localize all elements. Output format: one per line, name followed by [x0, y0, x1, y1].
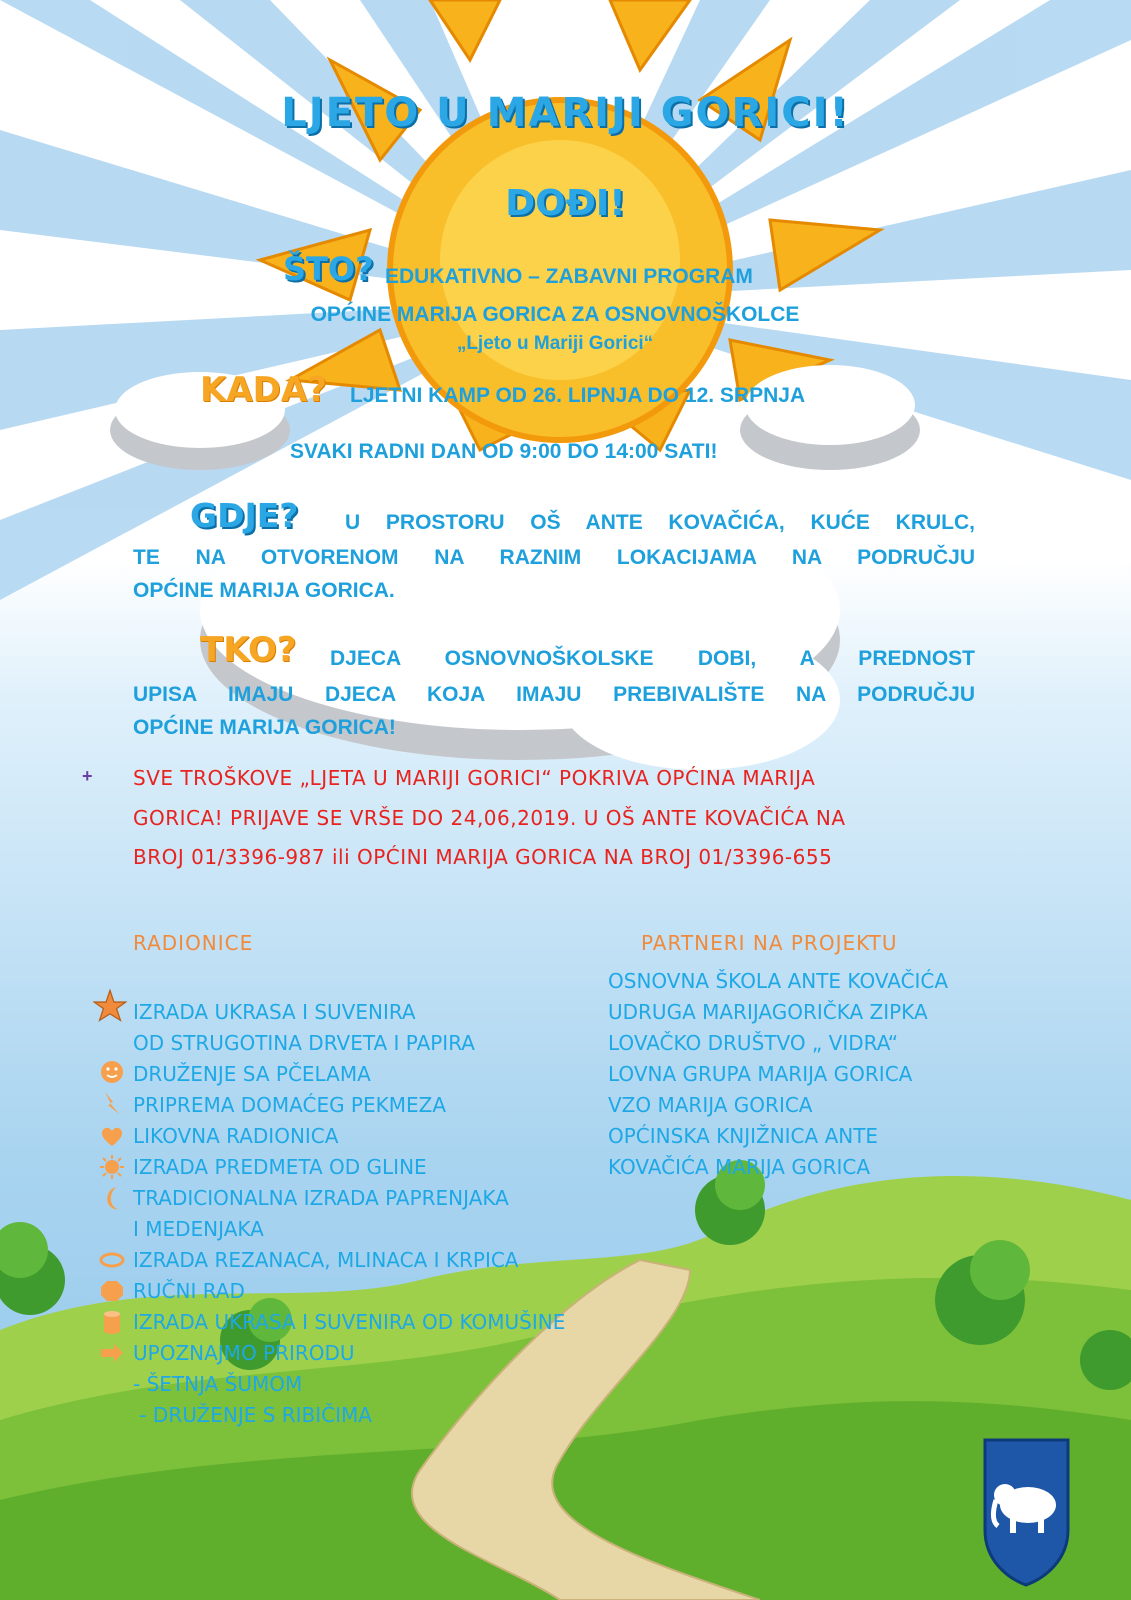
workshops-heading: RADIONICE: [133, 931, 254, 955]
list-item: LOVNA GRUPA MARIJA GORICA: [608, 1062, 913, 1086]
list-item: IZRADA UKRASA I SUVENIRA: [133, 997, 603, 1028]
list-item: LOVAČKO DRUŠTVO „ VIDRA“: [608, 1031, 899, 1055]
who-label: TKO?: [200, 630, 297, 670]
list-item: VZO MARIJA GORICA: [608, 1093, 813, 1117]
cloud-right: [740, 365, 920, 470]
arrow-right-icon: [99, 1340, 125, 1366]
cylinder-icon: [99, 1309, 125, 1335]
moon-icon: [99, 1185, 125, 1211]
list-item: TRADICIONALNA IZRADA PAPRENJAKA: [133, 1183, 603, 1214]
page-title: LJETO U MARIJI GORICI!: [281, 90, 850, 136]
lightning-icon: [99, 1090, 125, 1116]
where-label: GDJE?: [190, 496, 299, 535]
notice-line-3: BROJ 01/3396-987 ili OPĆINI MARIJA GORICA NA BROJ 01/3396-655: [133, 845, 833, 869]
who-line-3: OPĆINE MARIJA GORICA!: [133, 716, 396, 739]
list-item: OSNOVNA ŠKOLA ANTE KOVAČIĆA: [608, 969, 949, 993]
where-line-2: TE NA OTVORENOM NA RAZNIM LOKACIJAMA NA PODRUČJU: [133, 546, 975, 569]
list-item: UPOZNAJMO PRIRODU: [133, 1338, 603, 1369]
list-item: UDRUGA MARIJAGORIČKA ZIPKA: [608, 1000, 928, 1024]
when-line-1: LJETNI KAMP OD 26. LIPNJA DO 12. SRPNJA: [350, 384, 806, 407]
page-subtitle: DOĐI!: [505, 183, 626, 224]
smiley-icon: [99, 1059, 125, 1085]
partners-list: [608, 966, 1008, 1183]
list-item: LIKOVNA RADIONICA: [133, 1121, 603, 1152]
notice-line-1: SVE TROŠKOVE „LJETA U MARIJI GORICI“ POKRIVA OPĆINA MARIJA: [133, 766, 816, 790]
plus-bullet-icon: +: [82, 766, 93, 786]
when-line-2: SVAKI RADNI DAN OD 9:00 DO 14:00 SATI!: [290, 440, 718, 463]
what-line-1: EDUKATIVNO – ZABAVNI PROGRAM: [385, 265, 753, 288]
list-item: I MEDENJAKA: [133, 1217, 264, 1241]
who-line-1: DJECA OSNOVNOŠKOLSKE DOBI, A PREDNOST: [330, 647, 975, 670]
notice-line-2: GORICA! PRIJAVE SE VRŠE DO 24,06,2019. U OŠ ANTE KOVAČIĆA NA: [133, 806, 846, 830]
list-item: IZRADA REZANACA, MLINACA I KRPICA: [133, 1245, 603, 1276]
when-label: KADA?: [200, 370, 327, 410]
where-line-3: OPĆINE MARIJA GORICA.: [133, 579, 395, 602]
list-item: - ŠETNJA ŠUMOM: [133, 1372, 303, 1396]
list-item: IZRADA PREDMETA OD GLINE: [133, 1152, 603, 1183]
list-item: PRIPREMA DOMAĆEG PEKMEZA: [133, 1090, 603, 1121]
partners-heading: PARTNERI NA PROJEKTU: [641, 931, 898, 955]
octagon-icon: [99, 1278, 125, 1304]
list-item: OPĆINSKA KNJIŽNICA ANTE: [608, 1124, 879, 1148]
list-item: - DRUŽENJE S RIBIČIMA: [133, 1403, 372, 1427]
coat-of-arms-icon: [985, 1440, 1068, 1585]
what-line-2: OPĆINE MARIJA GORICA ZA OSNOVNOŠKOLCE: [310, 303, 800, 326]
list-item: RUČNI RAD: [133, 1276, 603, 1307]
oval-icon: [99, 1247, 125, 1273]
where-line-1: U PROSTORU OŠ ANTE KOVAČIĆA, KUĆE KRULC,: [345, 511, 975, 534]
workshops-list: [133, 997, 603, 1431]
who-line-2: UPISA IMAJU DJECA KOJA IMAJU PREBIVALIŠTE NA PODRUČJU: [133, 683, 975, 706]
sun-small-icon: [99, 1154, 125, 1180]
heart-icon: [99, 1123, 125, 1149]
list-item: KOVAČIĆA MARIJA GORICA: [608, 1155, 871, 1179]
list-item: DRUŽENJE SA PČELAMA: [133, 1059, 603, 1090]
what-line-3: „Ljeto u Mariji Gorici“: [456, 333, 654, 354]
star-icon: [93, 989, 127, 1023]
list-item: IZRADA UKRASA I SUVENIRA OD KOMUŠINE: [133, 1307, 603, 1338]
what-label: ŠTO?: [283, 250, 374, 288]
list-item: OD STRUGOTINA DRVETA I PAPIRA: [133, 1031, 475, 1055]
